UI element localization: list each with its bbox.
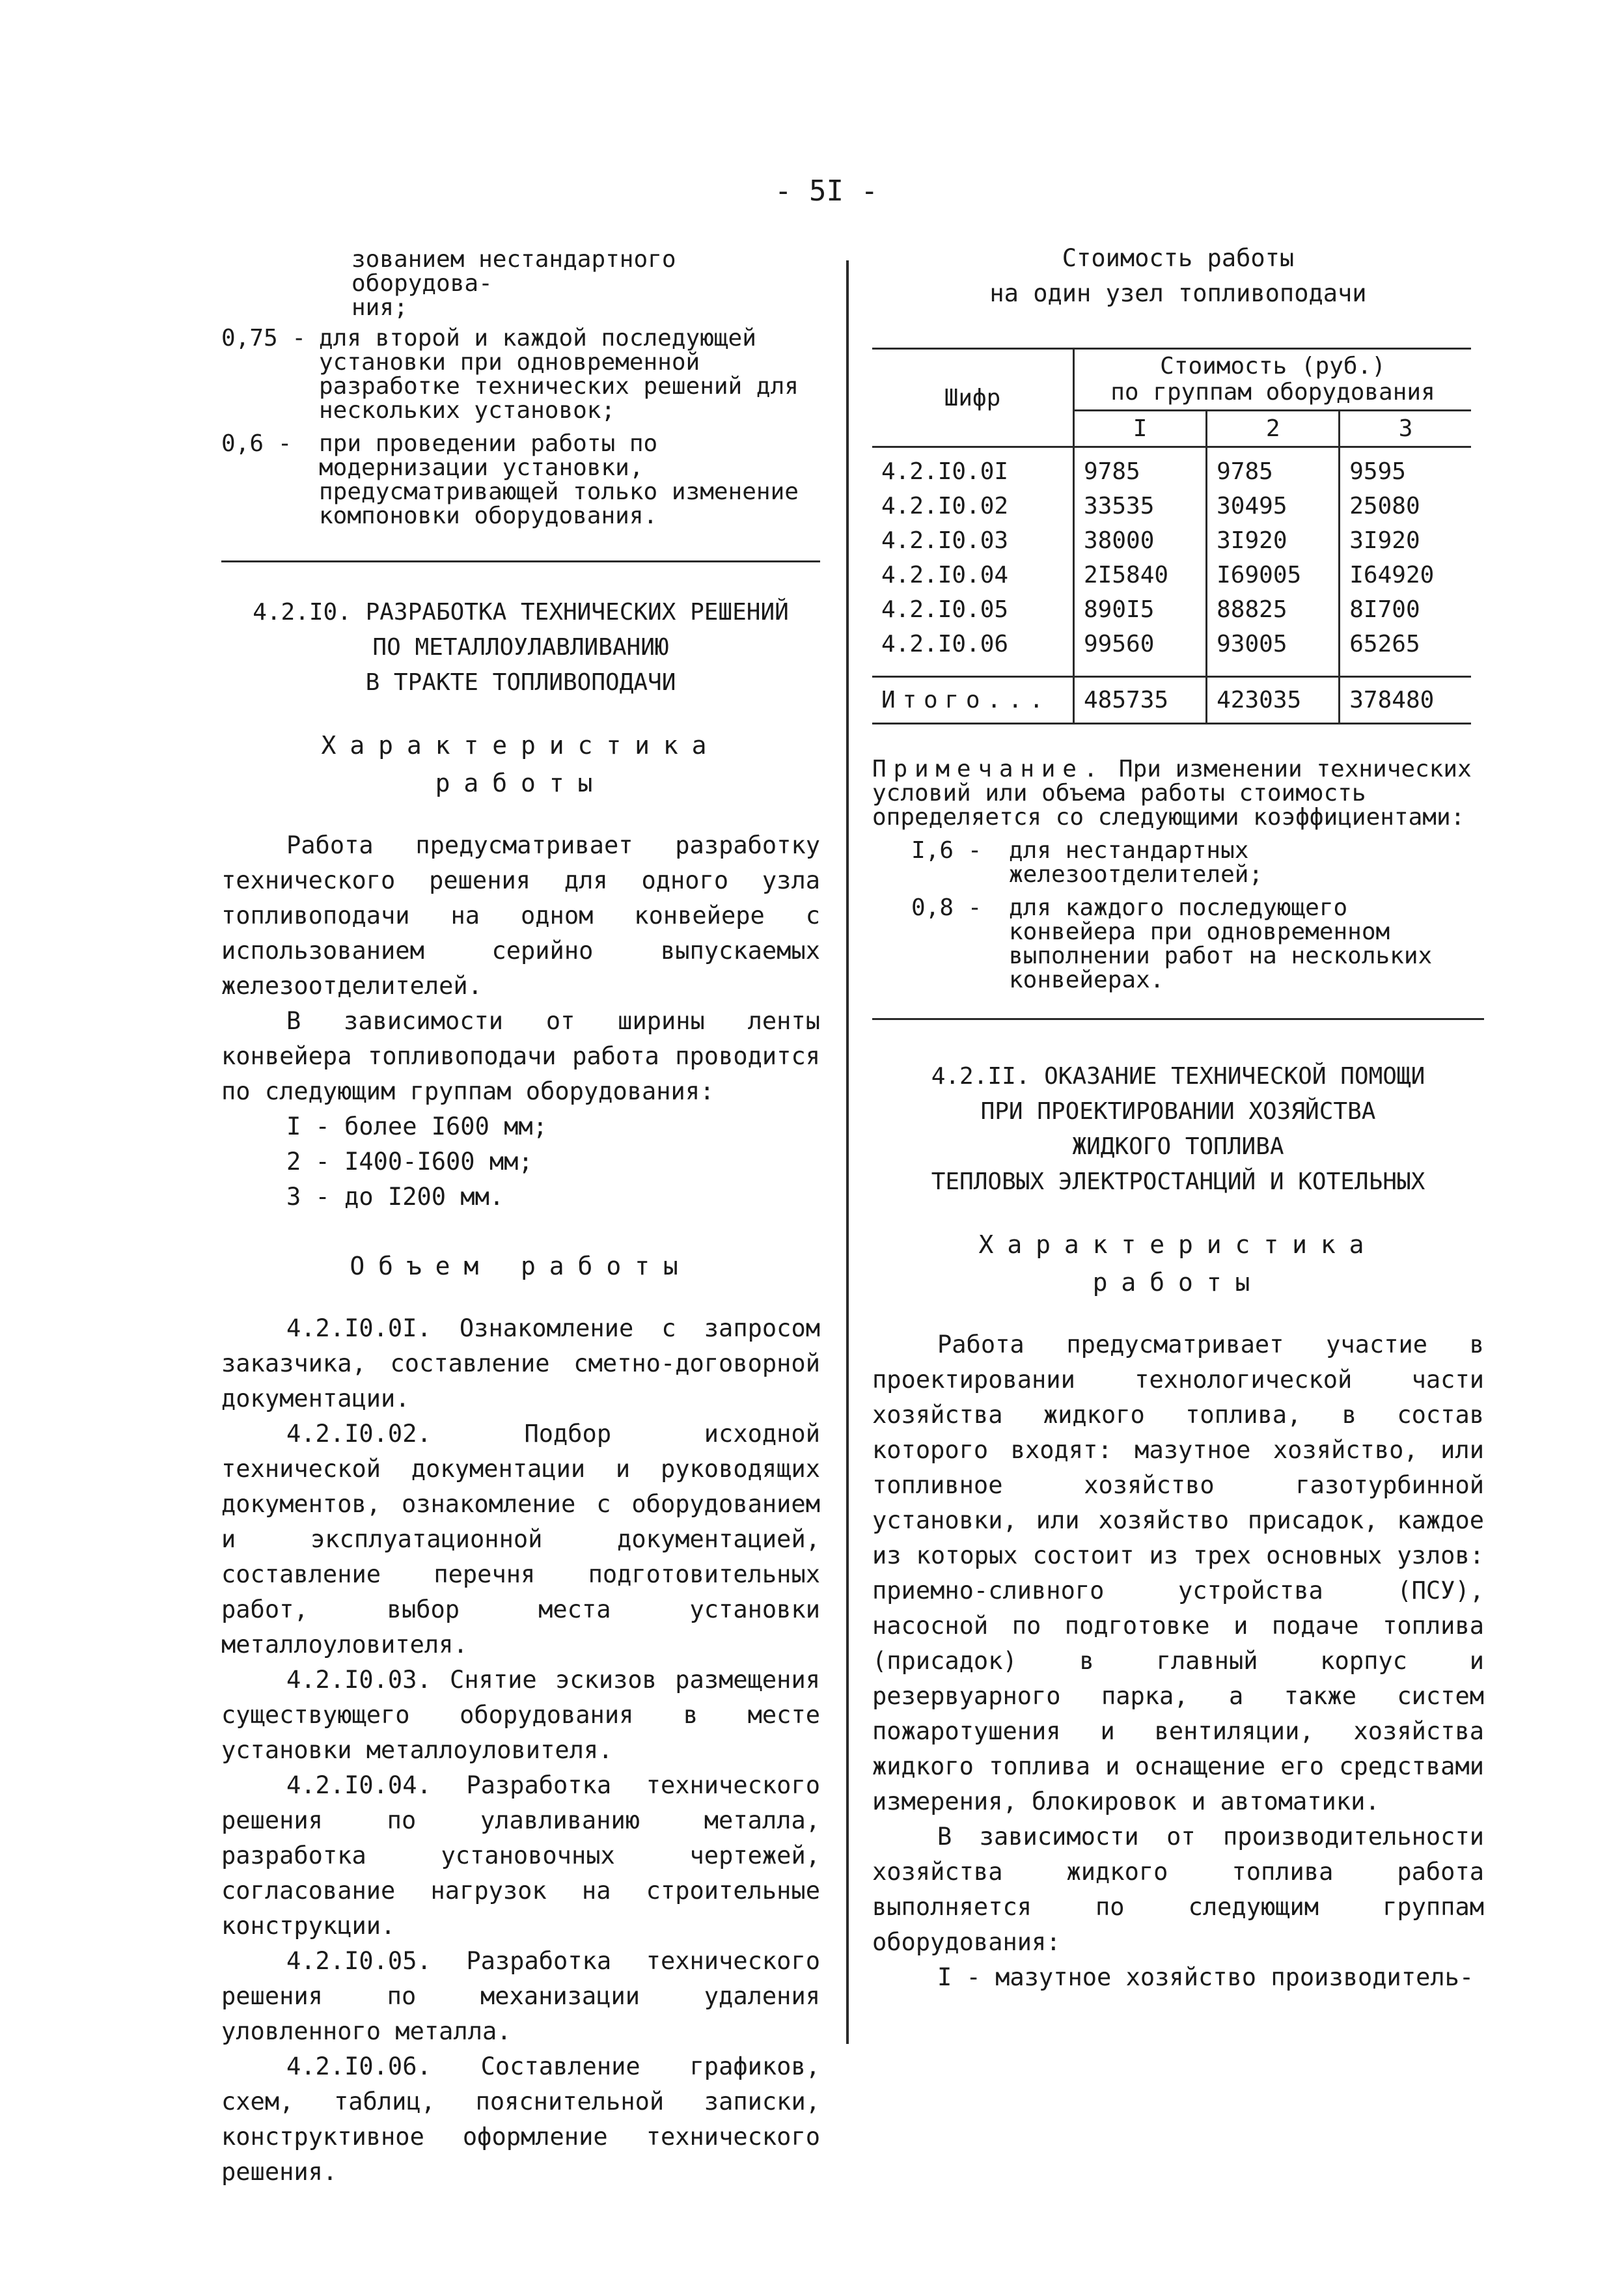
group-list: I - более I600 мм; 2 - I400-I600 мм; 3 - до I200 мм. bbox=[286, 1112, 547, 1211]
coefficient-item: 0,6 - при проведении работы по модернизации установки, предусматривающей только изменение компоновки оборудования. bbox=[221, 430, 799, 529]
characteristic-text: Работа предусматривает участие в проектировании технологической части хозяйства жидкого топлива, в состав которого входят: мазутное хозяйство, или топливное хозяйство газотурбинной установки, или хозяйство присадок, каждое из которых состоит из трех основных узлов: приемно-сливного устройства (ПСУ), насосной по подготовке и подаче топлива (присадок) в главный корпус и резервуарного парка, а также систем пожаротушения и вентиляции, хозяйства жидкого топлива и оснащение его средствами измерения, блокировок и автоматики. В зависимости от производительности хозяйства жидкого топлива работа выполняется по следующим группам оборудования: I - мазутное хозяйство производитель- bbox=[872, 1331, 1484, 1991]
cost-title: Стоимость работы на один узел топливоподачи bbox=[989, 244, 1367, 307]
volume-item: 4.2.I0.02. Подбор исходной технической документации и руководящих документов, ознакомление с оборудованием и эксплуатационной документацией, составление перечня подготовительных работ, выбор места установки металлоуловителя. bbox=[221, 1420, 820, 1659]
note-title: Примечание. bbox=[872, 756, 1105, 782]
coefficient-item: 0,75 - для второй и каждой последующей установки при одновременной разработке технических решений для нескольких установок; bbox=[221, 325, 799, 424]
coefficient-list bbox=[221, 326, 820, 528]
volume-item: 4.2.I0.0I. Ознакомление с запросом заказчика, составление сметно-договорной документации. bbox=[221, 1314, 820, 1413]
characteristic-title: Характеристика работы bbox=[321, 731, 721, 797]
right-column bbox=[872, 241, 1484, 1995]
table-row: 4.2.I0.05 890I5 88825 8I700 bbox=[872, 592, 1471, 627]
volume-item: 4.2.I0.05. Разработка технического решения по механизации удаления уловленного металла. bbox=[221, 1947, 820, 2045]
note bbox=[872, 757, 1484, 992]
column-header-cost: Стоимость (руб.) по группам оборудования bbox=[1074, 349, 1472, 411]
table-row: 4.2.I0.03 38000 3I920 3I920 bbox=[872, 523, 1471, 558]
section-heading-4-2-10: 4.2.I0. РАЗРАБОТКА ТЕХНИЧЕСКИХ РЕШЕНИЙ ПО МЕТАЛЛОУЛАВЛИВАНИЮ В ТРАКТЕ ТОПЛИВОПОДАЧИ bbox=[253, 599, 789, 696]
intro-continuation: зованием нестандартного оборудова- ния; bbox=[351, 246, 676, 321]
column-header-group: 2 bbox=[1207, 411, 1340, 447]
section-heading-4-2-11: 4.2.II. ОКАЗАНИЕ ТЕХНИЧЕСКОЙ ПОМОЩИ ПРИ ПРОЕКТИРОВАНИИ ХОЗЯЙСТВА ЖИДКОГО ТОПЛИВА ТЕПЛОВЫХ ЭЛЕКТРОСТАНЦИЙ И КОТЕЛЬНЫХ bbox=[931, 1063, 1425, 1195]
volume-item: 4.2.I0.03. Снятие эскизов размещения существующего оборудования в месте установки металлоуловителя. bbox=[221, 1666, 820, 1764]
table-total-row: Итого... 485735 423035 378480 bbox=[872, 677, 1471, 724]
note-text: При изменении технических условий или объема работы стоимость определяется со следующими коэффициентами: bbox=[872, 756, 1472, 831]
column-header-code: Шифр bbox=[872, 349, 1074, 447]
column-header-group: I bbox=[1074, 411, 1207, 447]
volume-title: Объем работы bbox=[350, 1252, 692, 1280]
column-divider bbox=[846, 260, 849, 2044]
section-rule bbox=[221, 560, 820, 562]
page-number: - 5I - bbox=[775, 174, 878, 208]
column-header-group: 3 bbox=[1340, 411, 1471, 447]
volume-item: 4.2.I0.04. Разработка технического решения по улавливанию металла, разработка установочных чертежей, согласование нагрузок на строительные конструкции. bbox=[221, 1771, 820, 1940]
volume-item: 4.2.I0.06. Составление графиков, схем, таблиц, пояснительной записки, конструктивное оформление технического решения. bbox=[221, 2052, 820, 2186]
table-row: 4.2.I0.0I 9785 9785 9595 bbox=[872, 447, 1471, 490]
characteristic-title: Характеристика работы bbox=[978, 1230, 1378, 1297]
characteristic-text: Работа предусматривает разработку технического решения для одного узла топливоподачи на одном конвейере с использованием серийно выпускаемых железоотделителей. В зависимости от ширины ленты конвейера топливоподачи работа проводится по следующим группам оборудования: I - более I600 мм; 2 - I400-I600 мм; 3 - до I200 мм. bbox=[221, 828, 820, 1215]
section-rule bbox=[872, 1018, 1484, 1020]
table-row: 4.2.I0.04 2I5840 I69005 I64920 bbox=[872, 558, 1471, 592]
left-column bbox=[221, 247, 820, 2190]
cost-table bbox=[872, 348, 1471, 724]
note-coefficient-item: 0,8 - для каждого последующего конвейера при одновременном выполнении работ на нескольких конвейерах. bbox=[911, 894, 1433, 993]
volume-list bbox=[221, 1311, 820, 2190]
note-coefficient-item: I,6 - для нестандартных железоотделителей; bbox=[911, 837, 1263, 888]
table-row: 4.2.I0.02 33535 30495 25080 bbox=[872, 489, 1471, 523]
table-row: 4.2.I0.06 99560 93005 65265 bbox=[872, 627, 1471, 677]
